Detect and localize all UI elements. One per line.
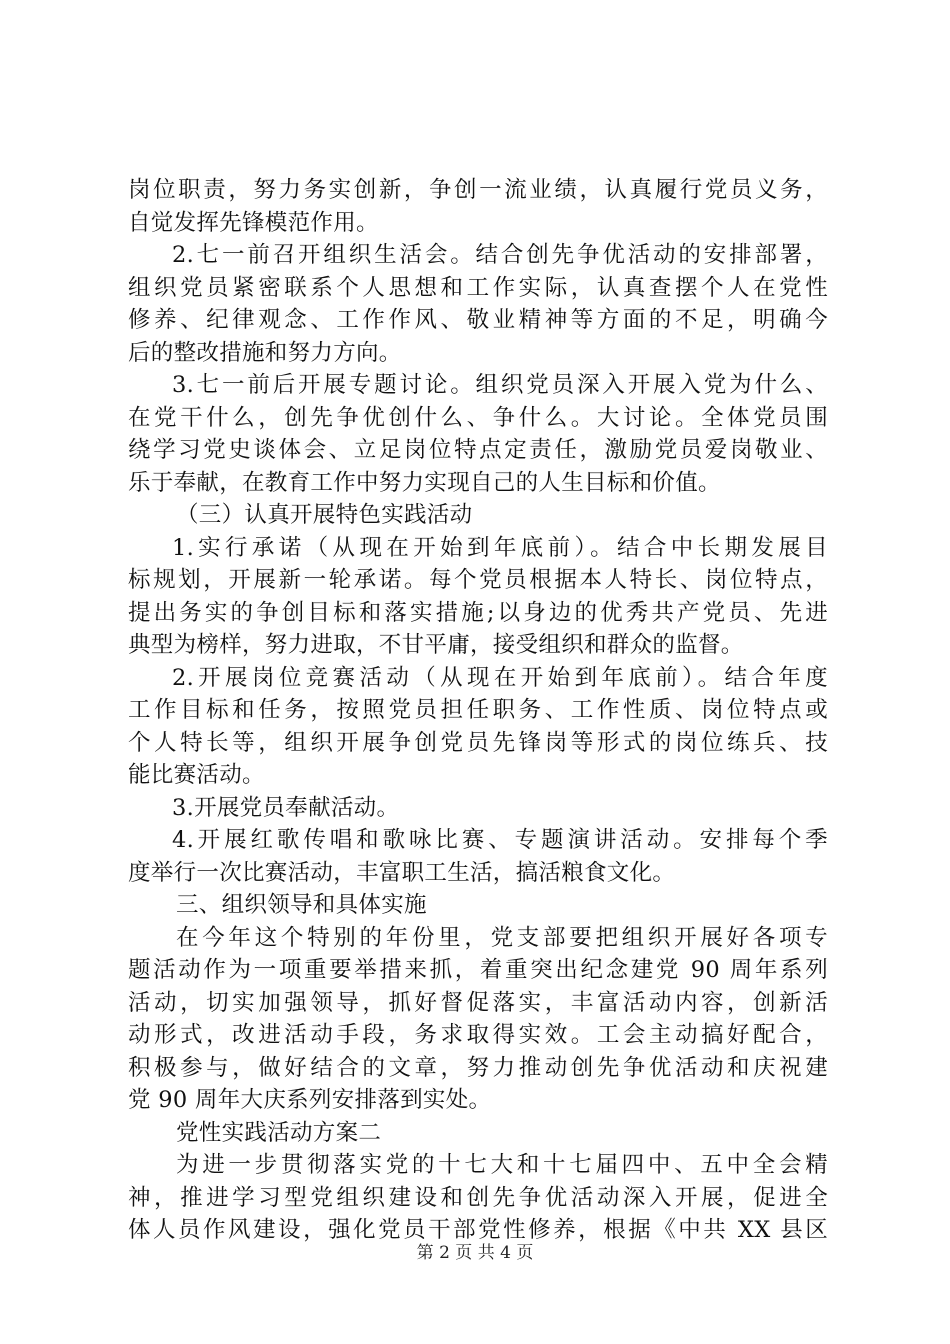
text-line: 能比赛活动。 — [128, 762, 265, 788]
text-line: 个人特长等，组织开展争创党员先锋岗等形式的岗位练兵、技 — [128, 729, 828, 756]
text-line: 2.七一前召开组织生活会。结合创先争优活动的安排部署， — [172, 242, 828, 268]
text-line: 提出务实的争创目标和落实措施;以身边的优秀共产党员、先进 — [128, 599, 828, 626]
text-line: 自觉发挥先锋模范作用。 — [128, 209, 379, 236]
text-line: 体人员作风建设，强化党员干部党性修养，根据《中共 XX 县区 — [128, 1217, 828, 1243]
text-line: 在今年这个特别的年份里，党支部要把组织开展好各项专 — [176, 924, 828, 951]
text-line: 标规划，开展新一轮承诺。每个党员根据本人特长、岗位特点， — [128, 567, 828, 593]
text-line: （三）认真开展特色实践活动 — [176, 502, 473, 528]
text-line: 1.实行承诺（从现在开始到年底前）。结合中长期发展目 — [172, 534, 828, 561]
page-footer: 第 2 页 共 4 页 — [416, 1243, 534, 1263]
text-line: 3.开展党员奉献活动。 — [172, 794, 400, 821]
text-line: 修养、纪律观念、工作作风、敬业精神等方面的不足，明确今 — [128, 307, 828, 333]
document-body — [128, 174, 828, 1247]
text-line: 典型为榜样，努力进取，不甘平庸，接受组织和群众的监督。 — [128, 632, 744, 658]
text-line: 绕学习党史谈体会、立足岗位特点定责任，激励党员爱岗敬业、 — [128, 437, 828, 463]
text-line: 活动，切实加强领导，抓好督促落实，丰富活动内容，创新活 — [128, 989, 828, 1016]
text-line: 党性实践活动方案二 — [176, 1119, 382, 1146]
text-line: 4.开展红歌传唱和歌咏比赛、专题演讲活动。安排每个季 — [172, 827, 828, 853]
text-line: 度举行一次比赛活动，丰富职工生活，搞活粮食文化。 — [128, 859, 676, 886]
text-line: 党 90 周年大庆系列安排落到实处。 — [128, 1087, 492, 1113]
text-line: 在党干什么，创先争优创什么、争什么。大讨论。全体党员围 — [128, 404, 828, 431]
text-line: 组织党员紧密联系个人思想和工作实际，认真查摆个人在党性 — [128, 274, 828, 301]
text-line: 为进一步贯彻落实党的十七大和十七届四中、五中全会精 — [176, 1152, 828, 1178]
text-line: 神，推进学习型党组织建设和创先争优活动深入开展，促进全 — [128, 1184, 828, 1211]
text-line: 三、组织领导和具体实施 — [176, 892, 427, 918]
text-line: 工作目标和任务，按照党员担任职务、工作性质、岗位特点或 — [128, 697, 828, 723]
text-line: 积极参与，做好结合的文章，努力推动创先争优活动和庆祝建 — [128, 1054, 828, 1081]
text-line: 乐于奉献，在教育工作中努力实现自己的人生目标和价值。 — [128, 469, 721, 496]
text-line: 3.七一前后开展专题讨论。组织党员深入开展入党为什么、 — [172, 372, 828, 398]
text-line: 2.开展岗位竞赛活动（从现在开始到年底前）。结合年度 — [172, 664, 828, 691]
text-line: 后的整改措施和努力方向。 — [128, 339, 402, 366]
text-line: 岗位职责，努力务实创新，争创一流业绩，认真履行党员义务， — [128, 177, 828, 203]
text-line: 动形式，改进活动手段，务求取得实效。工会主动搞好配合， — [128, 1022, 828, 1048]
text-line: 题活动作为一项重要举措来抓，着重突出纪念建党 90 周年系列 — [128, 957, 828, 983]
